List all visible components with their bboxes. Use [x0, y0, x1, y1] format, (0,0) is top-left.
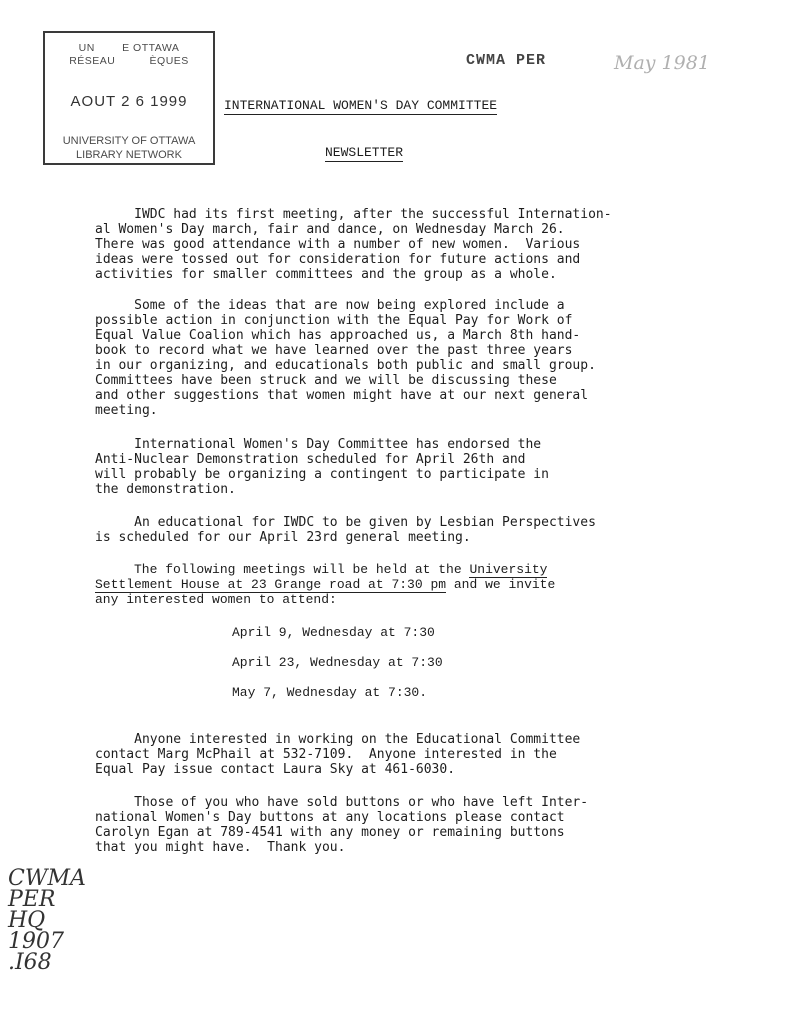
stamp-line-2: RÉSEAU ÈQUES	[69, 55, 189, 67]
meeting-item: May 7, Wednesday at 7:30.	[232, 685, 428, 700]
stamp-date: AOUT 2 6 1999	[70, 93, 188, 110]
venue-underline-2: Settlement House at 23 Grange road at 7:30 pm	[95, 577, 447, 592]
paragraph-5	[95, 562, 555, 607]
page-title: INTERNATIONAL WOMEN'S DAY COMMITTEE	[224, 98, 498, 113]
meeting-item: April 23, Wednesday at 7:30	[232, 655, 443, 670]
catalog-mark: CWMA PER	[466, 52, 547, 69]
page-subtitle: NEWSLETTER	[325, 145, 404, 160]
library-stamp	[43, 31, 215, 165]
meeting-item: April 9, Wednesday at 7:30	[232, 625, 435, 640]
paragraph-5-start: The following meetings will be held at the	[95, 562, 470, 577]
handwritten-call-number: CWMA PER HQ 1907 .I68	[8, 866, 86, 975]
handwritten-date: May 1981	[614, 52, 710, 74]
paragraph-6: Anyone interested in working on the Educational Committee contact Marg McPhail at 532-7109. Anyone interested in the Equal Pay issue contact Laura Sky at 461-6030.	[95, 732, 581, 777]
stamp-line-3: UNIVERSITY OF OTTAWA	[62, 135, 196, 147]
paragraph-2: Some of the ideas that are now being explored include a possible action in conjunction with the Equal Pay for Work of Equal Value Coalion which has approached us, a March 8th hand- book to record what we have learned over the past three years in our organizing, and educationals both public and small group. Committees have been struck and we will be discussing these and other suggestions that women might have at our next general meeting.	[95, 298, 596, 418]
paragraph-3: International Women's Day Committee has endorsed the Anti-Nuclear Demonstration scheduled for April 26th and will probably be organizing a contingent to participate in the demonstration.	[95, 437, 549, 497]
paragraph-1: IWDC had its first meeting, after the successful Internation- al Women's Day march, fair and dance, on Wednesday March 26. There was good attendance with a number of new women. Various ideas were tossed out for consideration for future actions and activities for smaller committees and the group as a whole.	[95, 207, 612, 282]
paragraph-5-end: any interested women to attend:	[95, 592, 337, 607]
stamp-line-1: UN E OTTAWA	[78, 42, 180, 54]
paragraph-7: Those of you who have sold buttons or who have left Inter- national Women's Day buttons at any locations please contact Carolyn Egan at 789-4541 with any money or remaining buttons that you might have. Thank you.	[95, 795, 589, 855]
paragraph-4: An educational for IWDC to be given by Lesbian Perspectives is scheduled for our April 23rd general meeting.	[95, 515, 596, 545]
paragraph-5-mid: and we invite	[446, 577, 556, 592]
venue-underline-1: University	[469, 562, 548, 577]
stamp-line-4: LIBRARY NETWORK	[76, 149, 182, 161]
